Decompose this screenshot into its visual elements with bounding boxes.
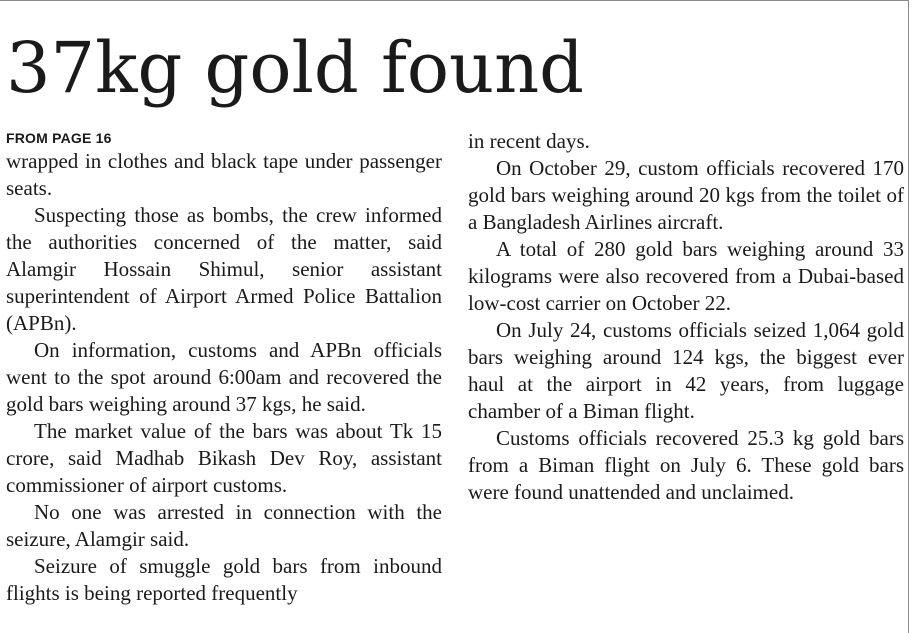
paragraph: No one was arrested in connection with the seizure, Alamgir said.	[6, 500, 442, 551]
paragraph: The market value of the bars was about Tk 15 crore, said Madhab Bikash Dev Roy, assistant commissioner of airport customs.	[6, 419, 442, 497]
paragraph: Seizure of smuggle gold bars from inbound flights is being reported frequently	[6, 554, 442, 605]
paragraph: Suspecting those as bombs, the crew informed the authorities concerned of the matter, said Alamgir Hossain Shimul, senior assistant superintendent of Airport Armed Police Battalion (APBn).	[6, 203, 442, 335]
right-column	[468, 128, 904, 506]
top-border	[0, 0, 908, 1]
paragraph: A total of 280 gold bars weighing around 33 kilograms were also recovered from a Dubai-based low-cost carrier on October 22.	[468, 237, 904, 315]
paragraph: Customs officials recovered 25.3 kg gold bars from a Biman flight on July 6. These gold bars were found unattended and unclaimed.	[468, 426, 904, 504]
paragraph: On July 24, customs officials seized 1,064 gold bars weighing around 124 kgs, the biggest ever haul at the airport in 42 years, from luggage chamber of a Biman flight.	[468, 318, 904, 423]
paragraph: On information, customs and APBn officials went to the spot around 6:00am and recovered the gold bars weighing around 37 kgs, he said.	[6, 338, 442, 416]
jump-line: FROM PAGE 16	[6, 130, 112, 146]
headline: 37kg gold found	[6, 27, 584, 109]
paragraph: On October 29, custom officials recovered 170 gold bars weighing around 20 kgs from the toilet of a Bangladesh Airlines aircraft.	[468, 156, 904, 234]
paragraph: wrapped in clothes and black tape under passenger seats.	[6, 149, 442, 200]
paragraph: in recent days.	[468, 129, 590, 153]
left-column	[6, 128, 442, 607]
right-border	[908, 0, 909, 633]
